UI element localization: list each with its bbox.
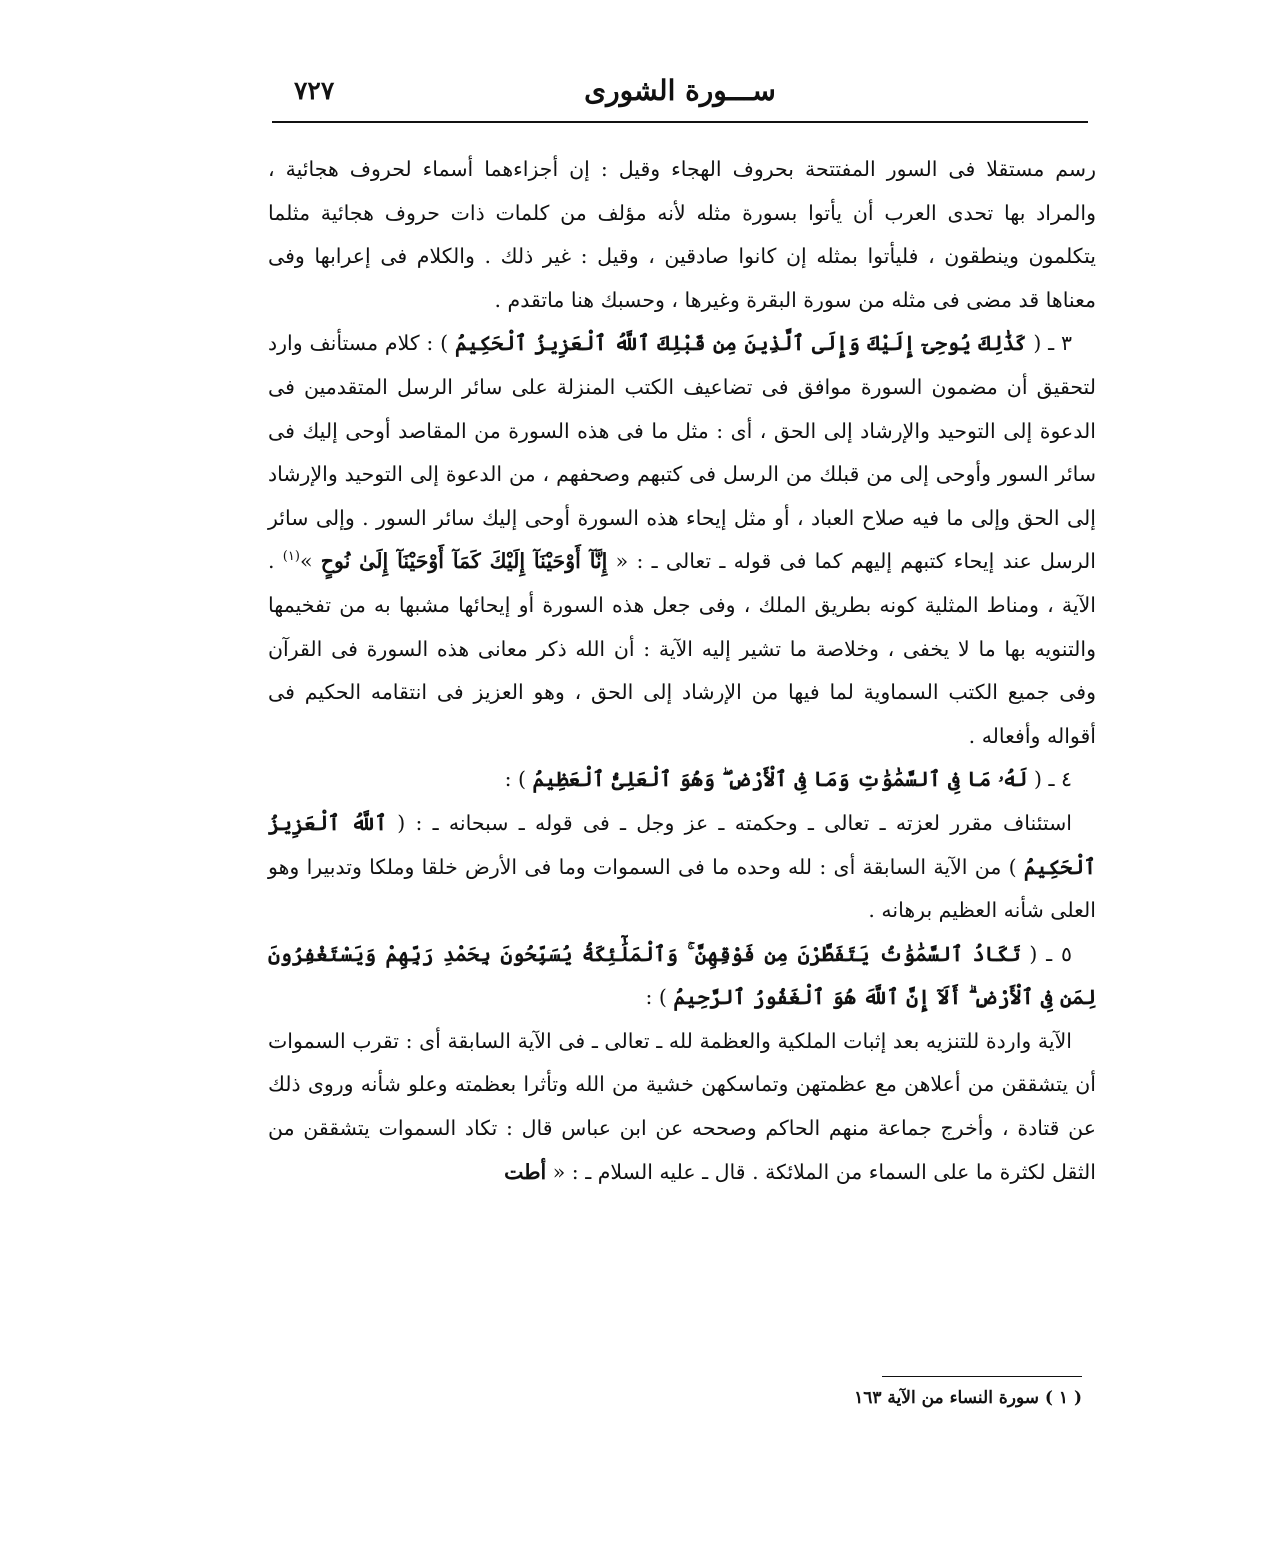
paragraph-opening: رسم مستقلا فى السور المفتتحة بحروف الهجاء وقيل : إن أجزاءهما أسماء لحروف هجائية ، والمراد بها تحدى العرب أن يأتوا بسورة مثله لأنه مؤلف من كلمات ذات حروف هجائية مثلما يتكلمون وينطقون ، فليأتوا بمثله إن كانوا صادقين ، وقيل : غير ذلك . والكلام فى إعرابها وفى معناها قد مضى فى مثله من سورة البقرة وغيرها ، وحسبك هنا ماتقدم . bbox=[268, 157, 1096, 312]
paragraph-verse-4 bbox=[268, 758, 1096, 802]
verse-5-close: ) : bbox=[645, 985, 674, 1010]
paragraph-verse-3 bbox=[268, 322, 1096, 758]
quran-verse-4: لَهُۥ مَا فِى ٱلسَّمَٰوَٰتِ وَمَا فِى ٱلْأَرْضِ ۖ وَهُوَ ٱلْعَلِىُّ ٱلْعَظِيمُ bbox=[532, 767, 1028, 792]
page-number: ٧٢٧ bbox=[294, 76, 335, 105]
commentary-body bbox=[268, 148, 1096, 1194]
commentary-verse-4: استئناف مقرر لعزته ـ تعالى ـ وحكمته ـ عز وجل ـ فى قوله ـ سبحانه ـ : ( bbox=[386, 810, 1072, 835]
header-divider bbox=[272, 121, 1088, 123]
surah-title: ســـورة الشورى bbox=[584, 74, 776, 107]
footnote-divider bbox=[882, 1376, 1082, 1377]
quran-verse-3: كَذَٰلِكَ يُوحِىٓ إِلَيْكَ وَإِلَى ٱلَّذِينَ مِن قَبْلِكَ ٱللَّهُ ٱلْعَزِيزُ ٱلْحَكِيمُ bbox=[454, 331, 1027, 356]
verse-number-4: ٤ ـ ( bbox=[1027, 767, 1072, 792]
quran-phrase-aziz-hakim: ٱللَّهُ ٱلْعَزِيزُ ٱلْحَكِيمُ bbox=[268, 810, 1096, 879]
paragraph-verse-5 bbox=[268, 933, 1096, 1020]
verse-number-3: ٣ ـ ( bbox=[1026, 331, 1072, 356]
commentary-verse-5: الآية واردة للتنزيه بعد إثبات الملكية والعظمة لله ـ تعالى ـ فى الآية السابقة أى : تقرب السموات أن يتشققن من أعلاهن مع عظمتهن وتماسكهن خشية من الله وتأثرا بعظمته وعلو شأنه وروى ذلك عن قتادة ، وأخرج جماعة منهم الحاكم وصححه عن ابن عباس قال : تكاد السموات يتشققن من الثقل لكثرة ما على السماء من الملائكة . قال ـ عليه السلام ـ : « bbox=[268, 1028, 1096, 1184]
quran-verse-5: تَكَادُ ٱلسَّمَٰوَٰتُ يَتَفَطَّرْنَ مِن فَوْقِهِنَّ ۚ وَٱلْمَلَٰٓئِكَةُ يُسَبِّحُونَ بِحَمْدِ رَبِّهِمْ وَيَسْتَغْفِرُونَ لِمَن فِى ٱلْأَرْضِ ۗ أَلَآ إِنَّ ٱللَّهَ هُوَ ٱلْغَفُورُ ٱلرَّحِيمُ bbox=[268, 941, 1096, 1010]
paragraph-verse-5-commentary bbox=[268, 1020, 1096, 1194]
page-header bbox=[272, 70, 1088, 122]
footnote: ( ١ ) سورة النساء من الآية ١٦٣ bbox=[854, 1388, 1082, 1408]
commentary-verse-4-end: ) من الآية السابقة أى : لله وحده ما فى السموات وما فى الأرض خلقا وملكا وتدبيرا وهو العلى شأنه العظيم برهانه . bbox=[268, 854, 1096, 923]
verse-number-5: ٥ ـ ( bbox=[1020, 941, 1072, 966]
quran-quote-nisa: إِنَّآ أَوْحَيْنَآ إِلَيْكَ كَمَآ أَوْحَيْنَآ إِلَىٰ نُوحٍ bbox=[320, 549, 608, 574]
quote-close: » bbox=[299, 549, 321, 574]
paragraph-verse-4-commentary bbox=[268, 802, 1096, 933]
commentary-verse-3-end: . الآية ، ومناط المثلية كونه بطريق الملك ، وفى جعل هذه السورة أو إيحائها مشبها به من تفخيمها والتنويه بها ما لا يخفى ، وخلاصة ما تشير إليه الآية : أن الله ذكر معانى هذه السورة فى القرآن وفى جميع الكتب السماوية لما فيها من الإرشاد إلى الحق ، وهو العزيز فى انتقامه الحكيم فى أقواله وأفعاله . bbox=[268, 549, 1096, 748]
hadith-quote-start: أطت bbox=[504, 1159, 547, 1184]
footnote-reference[interactable]: (١) bbox=[282, 549, 300, 565]
commentary-verse-3: ) : كلام مستأنف وارد لتحقيق أن مضمون السورة موافق فى تضاعيف الكتب المنزلة على سائر الرسل المتقدمين فى الدعوة إلى التوحيد والإرشاد إلى الحق ، أى : مثل ما فى هذه السورة من المقاصد أوحى إليك فى سائر السور وأوحى إلى من قبلك من الرسل فى كتبهم وصحفهم ، من الدعوة إلى التوحيد والإرشاد إلى الحق وإلى ما فيه صلاح العباد ، أو مثل إيحاء هذه السورة أوحى إليك سائر السور . وإلى سائر الرسل عند إيحاء كتبهم إليهم كما فى قوله ـ تعالى ـ : « bbox=[268, 331, 1096, 574]
verse-4-close: ) : bbox=[504, 767, 533, 792]
